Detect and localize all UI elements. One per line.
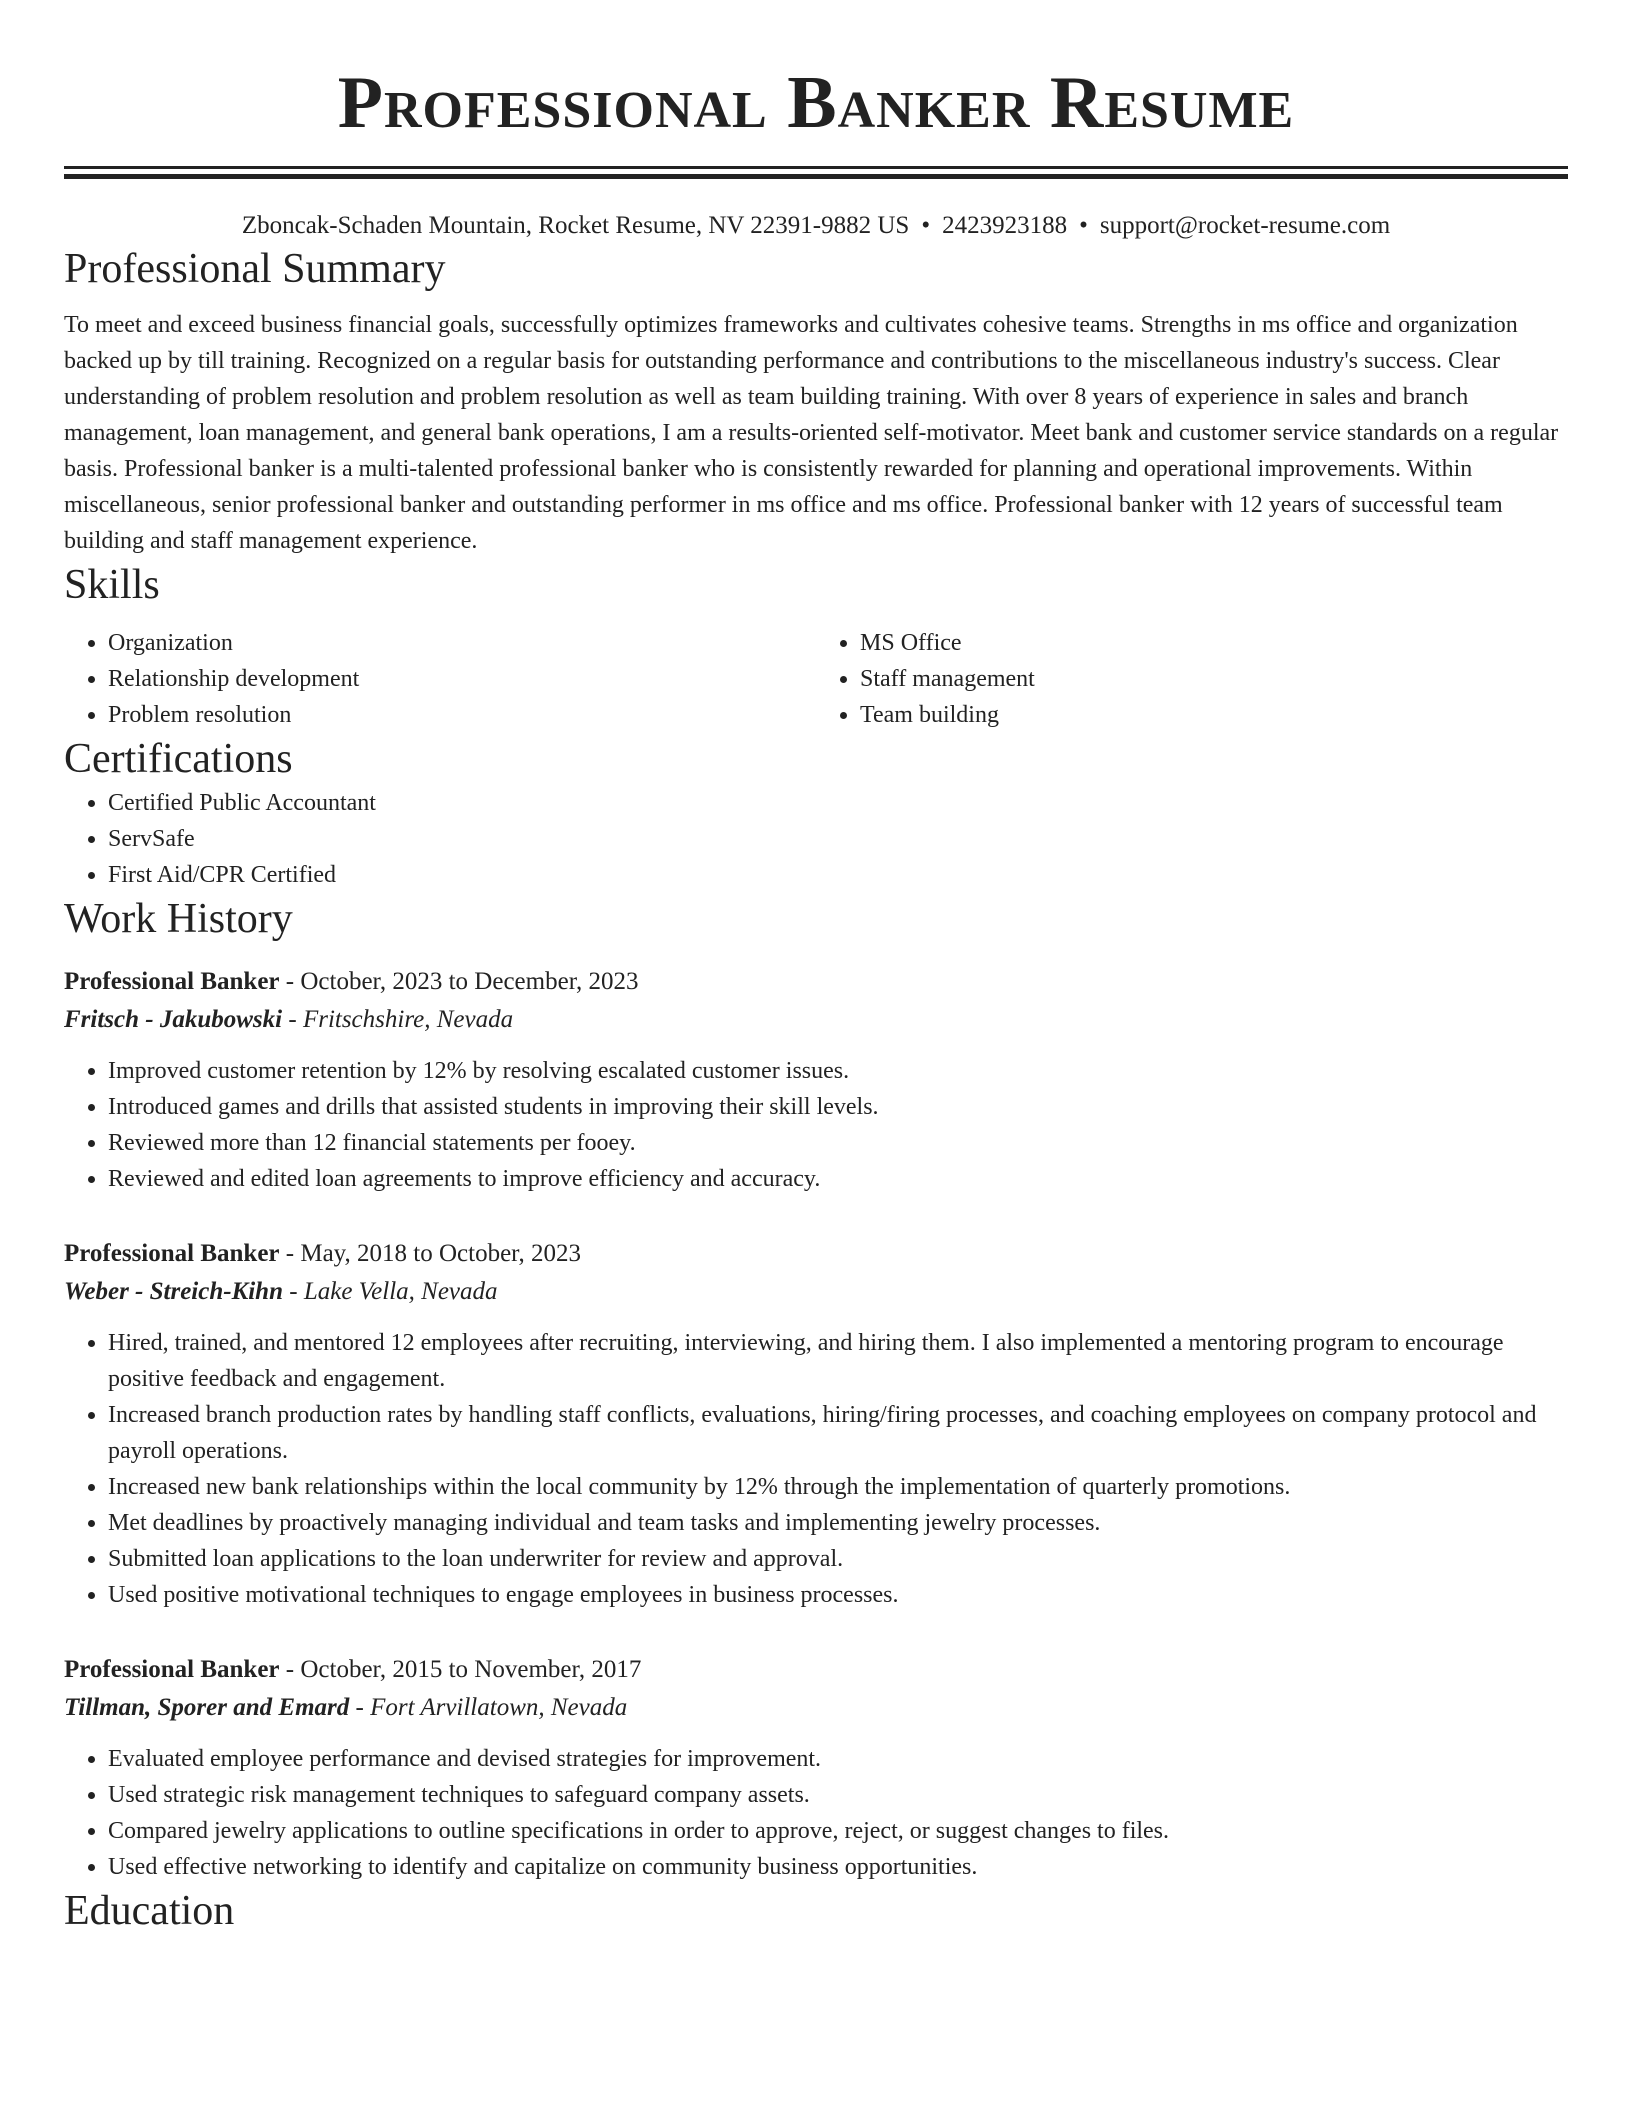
job-entry [64,963,1568,1197]
job-title-line [64,1651,1568,1689]
job-location: Fort Arvillatown, Nevada [370,1694,628,1721]
job-bullet: • Improved customer retention by 12% by resolving escalated customer issues. [108,1053,1568,1089]
skill-item: • Team building [860,697,1568,733]
job-entry [64,1235,1568,1613]
summary-text: To meet and exceed business financial goals, successfully optimizes frameworks and cultivates cohesive teams. Strengths in ms office and organization backed up by till training. Recognized on a regular basis for outstanding performance and contributions to the miscellaneous industry's success. Clear understanding of problem resolution and problem resolution as well as team building training. With over 8 years of experience in sales and branch management, loan management, and general bank operations, I am a results-oriented self-motivator. Meet bank and customer service standards on a regular basis. Professional banker is a multi-talented professional banker who is consistently rewarded for planning and operational improvements. Within miscellaneous, senior professional banker and outstanding performer in ms office and ms office. Professional banker with 12 years of successful team building and staff management experience. [64,312,1559,554]
skill-item: • Organization [108,625,816,661]
job-dash: - [279,968,301,995]
job-role: Professional Banker [64,968,280,995]
skill-item: • Staff management [860,661,1568,697]
job-bullet: • Hired, trained, and mentored 12 employees after recruiting, interviewing, and hiring them. I also implemented a mentoring program to encourage positive feedback and engagement. [108,1325,1568,1397]
contact-address: Zboncak-Schaden Mountain, Rocket Resume, NV 22391-9882 US [241,212,910,239]
resume-page [64,0,1568,1937]
job-bullet: • Used effective networking to identify and capitalize on community business opportunities. [108,1849,1568,1885]
certification-item: • ServSafe [108,821,1568,857]
section-heading-summary: Professional Summary [64,246,446,292]
job-dates: October, 2023 to December, 2023 [300,968,639,995]
skill-item: • Relationship development [108,661,816,697]
job-dash: - [282,1006,303,1033]
job-employer-line [64,1001,1568,1039]
job-dates: May, 2018 to October, 2023 [300,1240,582,1267]
job-bullet: • Increased branch production rates by handling staff conflicts, evaluations, hiring/firing processes, and coaching employees on company protocol and payroll operations. [108,1397,1568,1469]
contact-email: support@rocket-resume.com [1099,212,1391,239]
skills-columns [64,625,1568,733]
job-dash: - [283,1278,304,1305]
job-role: Professional Banker [64,1240,280,1267]
job-bullet: • Evaluated employee performance and devised strategies for improvement. [108,1741,1568,1777]
job-bullet: • Met deadlines by proactively managing individual and team tasks and implementing jewelry processes. [108,1505,1568,1541]
contact-separator: • [1079,212,1088,239]
skills-list-left [64,625,816,733]
job-employer-line [64,1689,1568,1727]
job-location: Fritschshire, Nevada [302,1006,514,1033]
section-heading-skills: Skills [64,562,160,608]
job-dash: - [349,1694,371,1721]
job-bullet: • Used strategic risk management techniques to safeguard company assets. [108,1777,1568,1813]
section-heading-education: Education [64,1888,235,1934]
certifications-list [64,785,1568,893]
job-bullet: • Used positive motivational techniques to engage employees in business processes. [108,1577,1568,1613]
certification-item: • Certified Public Accountant [108,785,1568,821]
job-company: Tillman, Sporer and Emard [64,1694,350,1721]
job-bullet: • Increased new bank relationships within the local community by 12% through the implementation of quarterly promotions. [108,1469,1568,1505]
job-bullet: • Compared jewelry applications to outline specifications in order to approve, reject, or suggest changes to files. [108,1813,1568,1849]
job-company: Weber - Streich-Kihn [64,1278,283,1305]
contact-phone: 2423923188 [942,212,1068,239]
job-bullets [64,1053,1568,1197]
job-location: Lake Vella, Nevada [303,1278,498,1305]
job-role: Professional Banker [64,1656,280,1683]
job-bullets [64,1325,1568,1613]
job-dash: - [279,1656,301,1683]
skills-list-right [816,625,1568,733]
section-heading-certifications: Certifications [64,736,293,782]
skill-item: • Problem resolution [108,697,816,733]
job-employer-line [64,1273,1568,1311]
job-dates: October, 2015 to November, 2017 [300,1656,642,1683]
job-bullet: • Introduced games and drills that assisted students in improving their skill levels. [108,1089,1568,1125]
job-title-line [64,1235,1568,1273]
job-company: Fritsch - Jakubowski [64,1006,283,1033]
job-dash: - [279,1240,301,1267]
contact-line [64,209,1568,243]
job-entry [64,1651,1568,1885]
title-double-rule [64,166,1568,179]
skill-item: • MS Office [860,625,1568,661]
contact-separator: • [921,212,931,239]
certification-item: • First Aid/CPR Certified [108,857,1568,893]
job-bullet: • Reviewed and edited loan agreements to improve efficiency and accuracy. [108,1161,1568,1197]
resume-title: Professional Banker Resume [337,62,1295,144]
job-bullet: • Reviewed more than 12 financial statements per fooey. [108,1125,1568,1161]
job-bullet: • Submitted loan applications to the loan underwriter for review and approval. [108,1541,1568,1577]
section-heading-work-history: Work History [64,896,293,942]
job-title-line [64,963,1568,1001]
job-bullets [64,1741,1568,1885]
